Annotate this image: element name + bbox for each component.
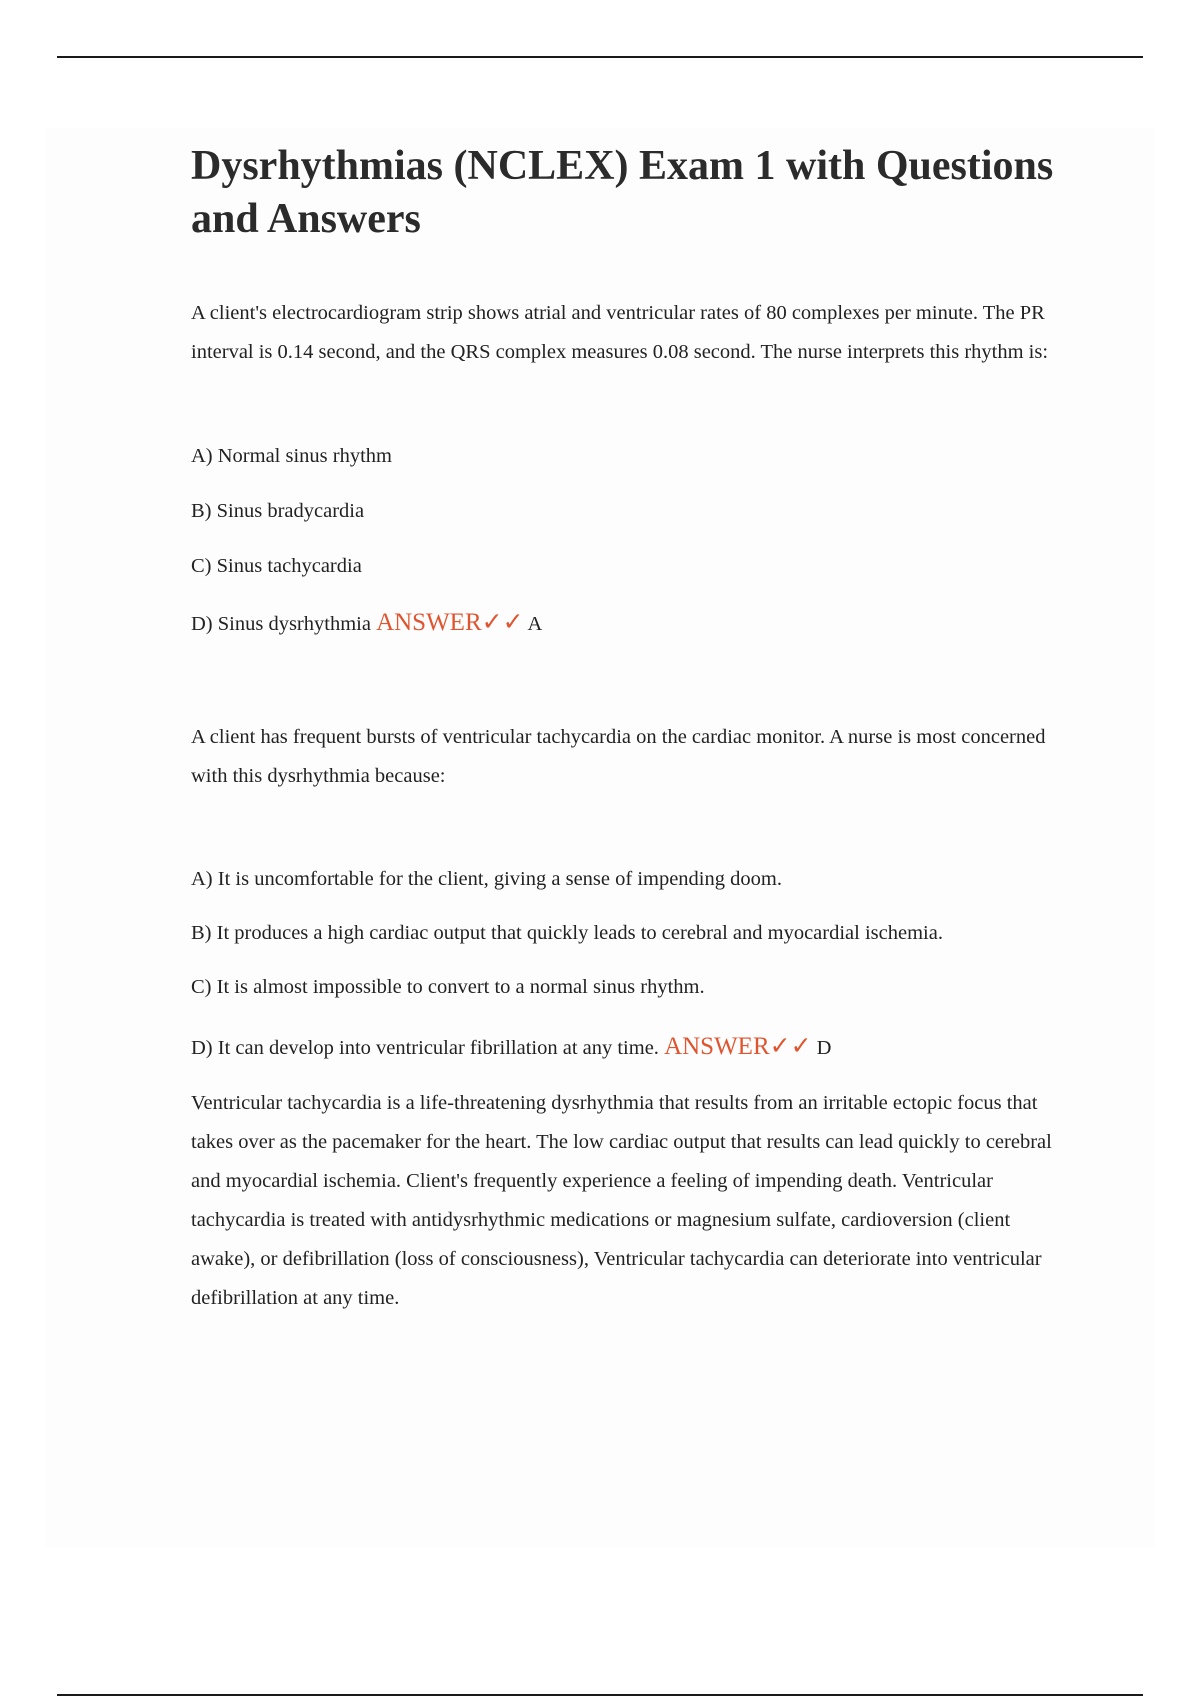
question-2-explanation: Ventricular tachycardia is a life-threatening dysrhythmia that results from an irritable ectopic focus that takes over as the pacemaker for the heart. The low cardiac output that results can lead quickly to cerebral and myocardial ischemia. Client's frequently experience a feeling of impending death. Ventricular tachycardia is treated with antidysrhythmic medications or magnesium sulfate, cardioversion (client awake), or defibrillation (loss of consciousness), Ventricular tachycardia can deteriorate into ventricular defibrillation at any time. <box>191 1092 1052 1309</box>
document-content <box>191 140 1071 1318</box>
top-rule <box>57 56 1143 58</box>
document-title: Dysrhythmias (NCLEX) Exam 1 with Questions and Answers <box>191 143 1054 242</box>
question-1-answer-label: ANSWER✓✓ <box>376 609 524 636</box>
question-1-option-d: D) Sinus dysrhythmia <box>191 613 371 635</box>
question-2-option-c: C) It is almost impossible to convert to a normal sinus rhythm. <box>191 976 705 998</box>
question-2-option-d: D) It can develop into ventricular fibrillation at any time. <box>191 1037 659 1059</box>
question-1-option-a: A) Normal sinus rhythm <box>191 445 392 467</box>
question-2-answer: D <box>816 1037 832 1059</box>
question-2-option-d-line <box>191 1033 1071 1062</box>
question-2-option-a: A) It is uncomfortable for the client, giving a sense of impending doom. <box>191 868 782 890</box>
question-1-option-c: C) Sinus tachycardia <box>191 555 362 577</box>
question-1-option-d-line <box>191 609 1071 638</box>
question-1-option-b: B) Sinus bradycardia <box>191 500 365 522</box>
question-1-stem: A client's electrocardiogram strip shows atrial and ventricular rates of 80 complexes per minute. The PR interval is 0.14 second, and the QRS complex measures 0.08 second. The nurse interprets this rhythm is: <box>191 302 1049 363</box>
question-2-option-b: B) It produces a high cardiac output that quickly leads to cerebral and myocardial ischemia. <box>191 922 943 944</box>
question-2-stem: A client has frequent bursts of ventricular tachycardia on the cardiac monitor. A nurse is most concerned with this dysrhythmia because: <box>191 726 1046 787</box>
question-2-answer-label: ANSWER✓✓ <box>664 1033 812 1060</box>
bottom-rule <box>57 1694 1143 1696</box>
question-1-answer: A <box>527 613 543 635</box>
